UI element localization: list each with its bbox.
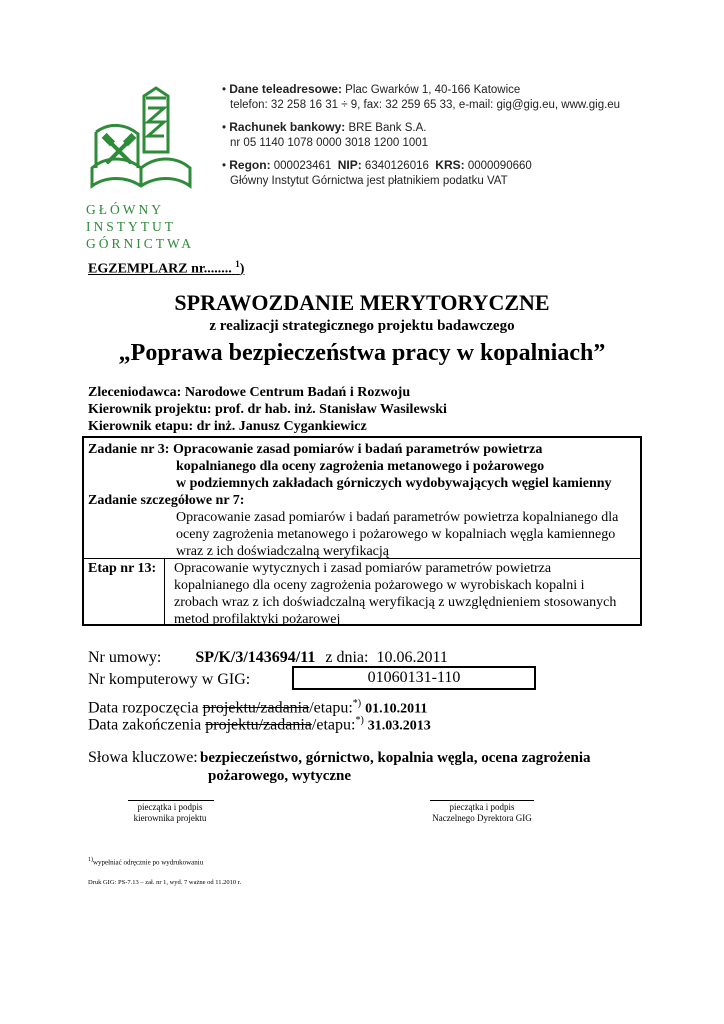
contact-address: Plac Gwarków 1, 40-166 Katowice xyxy=(345,84,521,96)
logo-line-2: INSTYTUT xyxy=(86,219,176,234)
zadanie-line-1: Opracowanie zasad pomiarów i badań parametrów powietrza xyxy=(172,442,543,457)
logo-line-3: GÓRNICTWA xyxy=(86,236,194,251)
end-mark: *) xyxy=(355,715,364,726)
nip-label: NIP: xyxy=(337,158,362,172)
szczegolowe-line-1: Opracowanie zasad pomiarów i badań parametrów powietrza kopalnianego dla xyxy=(176,510,619,525)
signature-right-line-1: pieczątka i podpis xyxy=(449,802,515,812)
bank-name: BRE Bank S.A. xyxy=(348,122,427,134)
bank-label: Rachunek bankowy: xyxy=(229,120,346,134)
zleceniodawca: Zleceniodawca: Narodowe Centrum Badań i Rozwoju xyxy=(88,385,411,400)
etap-label: Etap nr 13: xyxy=(88,561,157,576)
gig-logo xyxy=(86,82,196,251)
vat-note: Główny Instytut Górnictwa jest płatnikiem podatku VAT xyxy=(230,175,508,187)
signature-left-line-1: pieczątka i podpis xyxy=(137,802,203,812)
zadanie-line-2: kopalnianego dla oceny zagrożenia metanowego i pożarowego xyxy=(176,459,545,474)
nip-value: 6340126016 xyxy=(364,160,429,172)
egzemplarz: EGZEMPLARZ nr........ $^1$) xyxy=(88,259,245,277)
start-value: 01.10.2011 xyxy=(365,701,428,717)
etap-line-1: Opracowanie wytycznych i zasad pomiarów parametrów powietrza xyxy=(174,561,552,576)
project-title: „Poprawa bezpieczeństwa pracy w kopalniach” xyxy=(118,340,606,366)
keywords-line-1: bezpieczeństwo, górnictwo, kopalnia węgla, ocena zagrożenia xyxy=(200,750,591,766)
zadanie-section xyxy=(88,441,638,560)
szczegolowe-label: Zadanie szczegółowe nr 7: xyxy=(88,493,245,508)
etap-text xyxy=(174,560,636,628)
keywords-label: Słowa kluczowe: xyxy=(88,749,198,766)
end-label-b: /etapu: xyxy=(311,716,356,734)
kierownik-etapu: Kierownik etapu: dr inż. Janusz Cygankiewicz xyxy=(88,419,367,434)
task-box xyxy=(82,436,642,626)
nr-komp-value: 01060131-110 xyxy=(367,669,461,686)
nr-umowy-row xyxy=(88,648,448,668)
page-title: SPRAWOZDANIE MERYTORYCZNE xyxy=(174,290,550,315)
etap-line-4: metod profilaktyki pożarowej xyxy=(174,612,341,627)
signature-right xyxy=(420,802,544,824)
etap-vertical-divider xyxy=(164,558,165,624)
kierownik-projektu: Kierownik projektu: prof. dr hab. inż. Stanisław Wasilewski xyxy=(88,402,447,417)
contact-line-2: telefon: 32 258 16 31 ÷ 9, fax: 32 259 65 33, e-mail: gig@gig.eu, www.gig.eu xyxy=(230,99,621,111)
druk-note: Druk GIG: PS-7.13 – zał. nr 1, wyd. 7 ważne od 11.2010 r. xyxy=(88,879,242,886)
signature-right-line xyxy=(430,800,534,801)
nr-komp-box xyxy=(292,666,536,690)
contact-label: Dane teleadresowe: xyxy=(229,82,342,96)
egzemplarz-footnote-mark: 1 xyxy=(235,259,240,269)
end-strike: projektu/zadania xyxy=(205,716,312,734)
krs-label: KRS: xyxy=(435,158,465,172)
end-label: Data zakończenia xyxy=(88,716,202,734)
footnote-mark: 1) xyxy=(88,857,93,863)
mine-tower-book-icon xyxy=(86,82,196,194)
end-value: 31.03.2013 xyxy=(367,718,431,734)
task-box-divider xyxy=(84,558,640,559)
egzemplarz-text: EGZEMPLARZ nr........ xyxy=(88,261,232,277)
nr-komp-label: Nr komputerowy w GIG: xyxy=(88,671,251,688)
bank-account: nr 05 1140 1078 0000 3018 1200 1001 xyxy=(230,137,429,149)
footnote xyxy=(88,856,203,867)
zadanie-line-3: w podziemnych zakładach górniczych wydobywających węgiel kamienny xyxy=(176,476,612,491)
z-dnia-value: 10.06.2011 xyxy=(376,649,448,666)
header-info: • Dane teleadresowe: Plac Gwarków 1, 40-166 Katowice telefon: 32 258 16 31 ÷ 9, fax: 32 259 65 33, e-mail: gig@gig.eu, www.gig.eu • Rachunek bankowy: BRE Bank S.A. nr 05 1140 1078 0000 3018 1200 1001 • Regon: 000023461 NIP: 6340126016 KRS: 0000090660 Główny Instytut Górnictwa jest płatnikiem podatku VAT xyxy=(222,82,702,189)
start-mark: *) xyxy=(352,698,362,709)
footnote-text: wypełniać odręcznie po wydrukowaniu xyxy=(93,858,204,867)
keywords-line-2: pożarowego, wytyczne xyxy=(208,768,352,784)
start-label-b: /etapu: xyxy=(309,699,353,717)
etap-line-3: zrobach wraz z ich doświadczalną weryfikacją z uwzględnieniem stosowanych xyxy=(174,595,617,610)
krs-value: 0000090660 xyxy=(467,160,532,172)
szczegolowe-line-2: oceny zagrożenia metanowego i pożarowego w kopalniach węgla kamiennego xyxy=(176,527,616,542)
start-strike: projektu/zadania xyxy=(202,699,310,717)
start-label: Data rozpoczęcia xyxy=(88,699,199,717)
logo-line-1: GŁÓWNY xyxy=(86,202,164,217)
signature-left xyxy=(118,802,222,824)
regon-label: Regon: xyxy=(229,158,271,172)
nr-umowy-label: Nr umowy: xyxy=(88,649,162,666)
zadanie-label: Zadanie nr 3: xyxy=(88,442,170,457)
signature-left-line xyxy=(128,800,214,801)
signature-left-line-2: kierownika projektu xyxy=(133,813,207,823)
z-dnia-label: z dnia: xyxy=(325,649,369,666)
etap-line-2: kopalnianego dla oceny zagrożenia pożarowego w wyrobiskach kopalni i xyxy=(174,578,585,593)
client-block xyxy=(88,384,447,435)
end-date-row xyxy=(88,711,431,736)
szczegolowe-line-3: wraz z ich doświadczalną weryfikacją xyxy=(176,544,389,559)
nr-umowy-value: SP/K/3/143694/11 xyxy=(195,649,316,666)
page-subtitle: z realizacji strategicznego projektu badawczego xyxy=(209,318,515,334)
regon-value: 000023461 xyxy=(273,160,332,172)
signature-right-line-2: Naczelnego Dyrektora GIG xyxy=(432,813,532,823)
